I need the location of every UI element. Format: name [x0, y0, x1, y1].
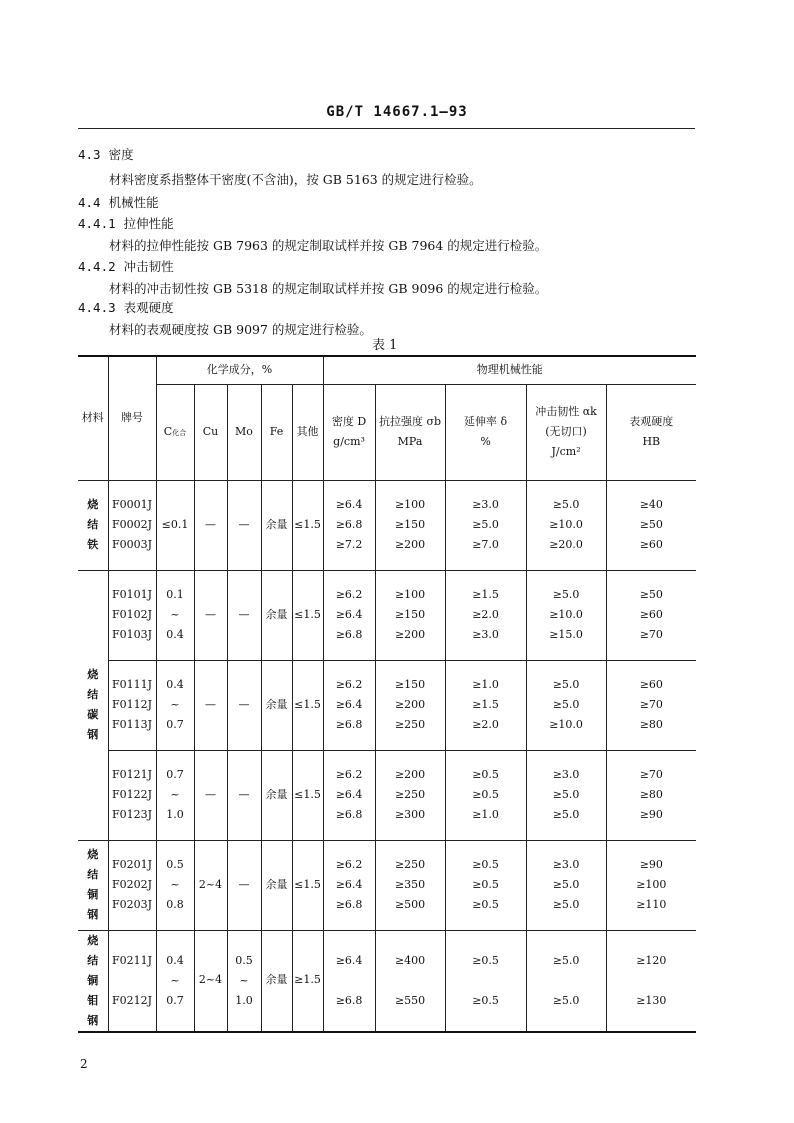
molybdenum-cell: — — [227, 660, 261, 750]
header-impact: 冲击韧性 αk (无切口) J/cm² — [526, 384, 606, 480]
header-elongation: 延伸率 δ % — [445, 384, 526, 480]
material-label: 烧 结 铜 钢 — [78, 840, 108, 930]
elongation-cell: ≥0.5 ≥0.5 ≥0.5 — [445, 840, 526, 930]
section-number: 4.3 — [78, 147, 101, 162]
material-label: 烧 结 铜 钼 钢 — [78, 930, 108, 1032]
section-title: 拉伸性能 — [123, 216, 174, 231]
impact-cell: ≥3.0 ≥5.0 ≥5.0 — [526, 750, 606, 840]
table-row — [78, 840, 696, 930]
grade-cell: F0121J F0122J F0123J — [108, 750, 156, 840]
header-physical-group: 物理机械性能 — [323, 356, 696, 384]
header-c: C化合 — [156, 384, 194, 480]
density-cell: ≥6.2 ≥6.4 ≥6.8 — [323, 840, 375, 930]
carbon-cell: 0.1 ~ 0.4 — [156, 570, 194, 660]
copper-cell: — — [194, 480, 227, 570]
elongation-cell: ≥0.5 ≥0.5 — [445, 930, 526, 1032]
section-number: 4.4 — [78, 195, 101, 210]
section-body: 材料密度系指整体干密度(不含油)，按 GB 5163 的规定进行检验。 — [109, 172, 482, 187]
impact-cell: ≥5.0 ≥5.0 — [526, 930, 606, 1032]
elongation-cell: ≥0.5 ≥0.5 ≥1.0 — [445, 750, 526, 840]
elongation-cell: ≥3.0 ≥5.0 ≥7.0 — [445, 480, 526, 570]
section-heading — [78, 214, 174, 232]
molybdenum-cell: — — [227, 570, 261, 660]
density-cell: ≥6.2 ≥6.4 ≥6.8 — [323, 570, 375, 660]
other-cell: ≥1.5 — [292, 930, 323, 1032]
grade-cell: F0211J F0212J — [108, 930, 156, 1032]
molybdenum-cell: — — [227, 840, 261, 930]
impact-cell: ≥5.0 ≥10.0 ≥15.0 — [526, 570, 606, 660]
properties-table — [78, 355, 696, 1033]
header-tensile: 抗拉强度 σb MPa — [375, 384, 445, 480]
header-hardness: 表观硬度 HB — [606, 384, 696, 480]
iron-cell: 余量 — [261, 570, 292, 660]
tensile-cell: ≥150 ≥200 ≥250 — [375, 660, 445, 750]
header-fe: Fe — [261, 384, 292, 480]
header-rule — [78, 128, 695, 129]
copper-cell: — — [194, 750, 227, 840]
table-body — [78, 480, 696, 1032]
section-number: 4.4.2 — [78, 259, 116, 274]
section-heading — [78, 257, 174, 275]
section-title: 机械性能 — [108, 195, 159, 210]
copper-cell: — — [194, 660, 227, 750]
table-row — [78, 930, 696, 1032]
iron-cell: 余量 — [261, 840, 292, 930]
iron-cell: 余量 — [261, 750, 292, 840]
hardness-cell: ≥40 ≥50 ≥60 — [606, 480, 696, 570]
density-cell: ≥6.2 ≥6.4 ≥6.8 — [323, 660, 375, 750]
header-other: 其他 — [292, 384, 323, 480]
density-cell: ≥6.4 ≥6.8 — [323, 930, 375, 1032]
section-number: 4.4.3 — [78, 300, 116, 315]
tensile-cell: ≥400 ≥550 — [375, 930, 445, 1032]
iron-cell: 余量 — [261, 930, 292, 1032]
carbon-cell: ≤0.1 — [156, 480, 194, 570]
copper-cell: 2~4 — [194, 930, 227, 1032]
page-number: 2 — [80, 1057, 88, 1071]
grade-cell: F0101J F0102J F0103J — [108, 570, 156, 660]
impact-cell: ≥3.0 ≥5.0 ≥5.0 — [526, 840, 606, 930]
hardness-cell: ≥90 ≥100 ≥110 — [606, 840, 696, 930]
hardness-cell: ≥70 ≥80 ≥90 — [606, 750, 696, 840]
carbon-cell: 0.4 ~ 0.7 — [156, 930, 194, 1032]
material-label: 烧 结 碳 钢 — [78, 570, 108, 840]
other-cell: ≤1.5 — [292, 660, 323, 750]
header-cu: Cu — [194, 384, 227, 480]
tensile-cell: ≥100 ≥150 ≥200 — [375, 480, 445, 570]
grade-cell: F0001J F0002J F0003J — [108, 480, 156, 570]
header-grade: 牌号 — [108, 356, 156, 480]
other-cell: ≤1.5 — [292, 750, 323, 840]
header-mo: Mo — [227, 384, 261, 480]
carbon-cell: 0.4 ~ 0.7 — [156, 660, 194, 750]
tensile-cell: ≥100 ≥150 ≥200 — [375, 570, 445, 660]
section-number: 4.4.1 — [78, 216, 116, 231]
molybdenum-cell: — — [227, 750, 261, 840]
section-body: 材料的表观硬度按 GB 9097 的规定进行检验。 — [109, 322, 372, 337]
section-heading — [78, 145, 134, 163]
density-cell: ≥6.2 ≥6.4 ≥6.8 — [323, 750, 375, 840]
hardness-cell: ≥50 ≥60 ≥70 — [606, 570, 696, 660]
table-row — [78, 570, 696, 660]
elongation-cell: ≥1.5 ≥2.0 ≥3.0 — [445, 570, 526, 660]
other-cell: ≤1.5 — [292, 480, 323, 570]
copper-cell: 2~4 — [194, 840, 227, 930]
carbon-cell: 0.7 ~ 1.0 — [156, 750, 194, 840]
hardness-cell: ≥60 ≥70 ≥80 — [606, 660, 696, 750]
other-cell: ≤1.5 — [292, 570, 323, 660]
section-body: 材料的拉伸性能按 GB 7963 的规定制取试样并按 GB 7964 的规定进行检验。 — [109, 238, 548, 253]
molybdenum-cell: — — [227, 480, 261, 570]
section-title: 表观硬度 — [123, 300, 174, 315]
header-chemical-group: 化学成分，% — [156, 356, 323, 384]
section-heading — [78, 193, 159, 211]
table-row — [78, 660, 696, 750]
grade-cell: F0111J F0112J F0113J — [108, 660, 156, 750]
other-cell: ≤1.5 — [292, 840, 323, 930]
impact-cell: ≥5.0 ≥5.0 ≥10.0 — [526, 660, 606, 750]
hardness-cell: ≥120 ≥130 — [606, 930, 696, 1032]
copper-cell: — — [194, 570, 227, 660]
section-title: 密度 — [108, 147, 134, 162]
iron-cell: 余量 — [261, 660, 292, 750]
density-cell: ≥6.4 ≥6.8 ≥7.2 — [323, 480, 375, 570]
section-heading — [78, 298, 174, 316]
tensile-cell: ≥250 ≥350 ≥500 — [375, 840, 445, 930]
carbon-cell: 0.5 ~ 0.8 — [156, 840, 194, 930]
elongation-cell: ≥1.0 ≥1.5 ≥2.0 — [445, 660, 526, 750]
header-density: 密度 D g/cm³ — [323, 384, 375, 480]
section-title: 冲击韧性 — [123, 259, 174, 274]
material-label: 烧 结 铁 — [78, 480, 108, 570]
tensile-cell: ≥200 ≥250 ≥300 — [375, 750, 445, 840]
impact-cell: ≥5.0 ≥10.0 ≥20.0 — [526, 480, 606, 570]
standard-header: GB/T 14667.1—93 — [326, 104, 468, 120]
table-row — [78, 480, 696, 570]
header-material: 材料 — [78, 356, 108, 480]
molybdenum-cell: 0.5 ~ 1.0 — [227, 930, 261, 1032]
section-body: 材料的冲击韧性按 GB 5318 的规定制取试样并按 GB 9096 的规定进行检验。 — [109, 281, 548, 296]
iron-cell: 余量 — [261, 480, 292, 570]
table-row — [78, 750, 696, 840]
grade-cell: F0201J F0202J F0203J — [108, 840, 156, 930]
table-caption: 表 1 — [372, 338, 398, 353]
